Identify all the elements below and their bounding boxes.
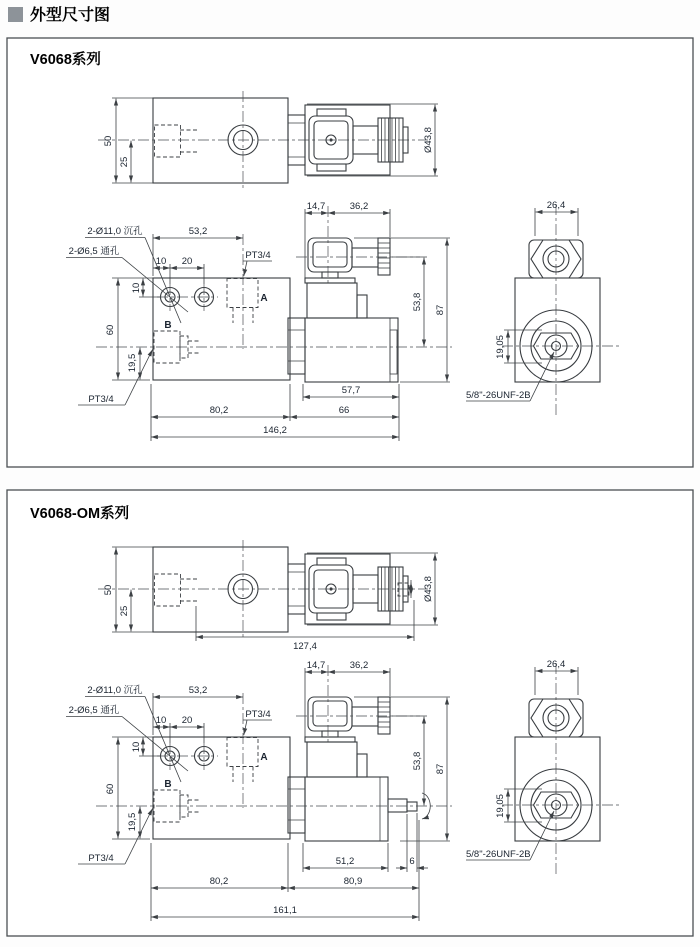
dim-label: 50 <box>103 135 114 147</box>
dim-label: 60 <box>105 783 116 795</box>
dim-label: 25 <box>119 605 130 617</box>
dim-label: 53,2 <box>188 685 208 696</box>
dim-label: 20 <box>181 256 193 267</box>
dim-label: 87 <box>435 763 446 775</box>
dim-label: 66 <box>338 405 350 416</box>
dim-label: 87 <box>435 304 446 316</box>
dim-label: 50 <box>103 584 114 596</box>
counterbore-label: 2-Ø11,0 沉孔 <box>87 685 143 696</box>
dim-label: 19,05 <box>495 794 506 818</box>
dim-label: 146,2 <box>263 425 287 436</box>
section-bullet-square <box>8 7 23 22</box>
thread-label: 5/8"-26UNF-2B <box>466 849 531 860</box>
dim-label: 80,2 <box>209 876 229 887</box>
dim-label: 14,7 <box>306 660 326 671</box>
dim-label: 10 <box>155 256 167 267</box>
port-a-label: A <box>260 293 268 304</box>
port-b-label: B <box>164 320 172 331</box>
dim-label: 10 <box>131 282 142 294</box>
port-b-thread-label: PT3/4 <box>88 853 114 864</box>
dim-label: 53,8 <box>412 751 423 771</box>
dim-label: 26,4 <box>546 200 566 211</box>
port-a-thread-label: PT3/4 <box>245 250 271 261</box>
page-title: 外型尺寸图 <box>30 7 111 24</box>
dim-label: 20 <box>181 715 193 726</box>
section1-title: V6068系列 <box>30 52 101 68</box>
dim-label: 161,1 <box>273 905 297 916</box>
dim-label: 6 <box>409 856 415 867</box>
thread-label: 5/8"-26UNF-2B <box>466 390 531 401</box>
through-hole-label: 2-Ø6,5 通孔 <box>68 705 120 716</box>
dim-label: 57,7 <box>341 385 361 396</box>
dim-label: 14,7 <box>306 201 326 212</box>
dim-label: 53,8 <box>412 292 423 312</box>
dim-label: 127,4 <box>293 641 317 652</box>
dim-label: 10 <box>131 741 142 753</box>
dim-label: 51,2 <box>335 856 355 867</box>
port-b-thread-label: PT3/4 <box>88 394 114 405</box>
dim-label: 80,2 <box>209 405 229 416</box>
dim-label: 19,5 <box>127 353 138 373</box>
dim-label: 25 <box>119 156 130 168</box>
dim-label: 19,5 <box>127 812 138 832</box>
through-hole-label: 2-Ø6,5 通孔 <box>68 246 120 257</box>
counterbore-label: 2-Ø11,0 沉孔 <box>87 226 143 237</box>
dim-label: 36,2 <box>349 201 369 212</box>
port-a-label: A <box>260 752 268 763</box>
port-b-label: B <box>164 779 172 790</box>
dim-label: Ø43,8 <box>423 576 434 602</box>
dim-label: 19,05 <box>495 335 506 359</box>
dim-label: Ø43,8 <box>423 127 434 153</box>
port-a-thread-label: PT3/4 <box>245 709 271 720</box>
dim-label: 80,9 <box>343 876 363 887</box>
dim-label: 60 <box>105 324 116 336</box>
dim-label: 10 <box>155 715 167 726</box>
dim-label: 26,4 <box>546 659 566 670</box>
dim-label: 53,2 <box>188 226 208 237</box>
page-header <box>8 5 110 24</box>
section2-title: V6068-OM系列 <box>30 506 130 522</box>
dim-label: 36,2 <box>349 660 369 671</box>
